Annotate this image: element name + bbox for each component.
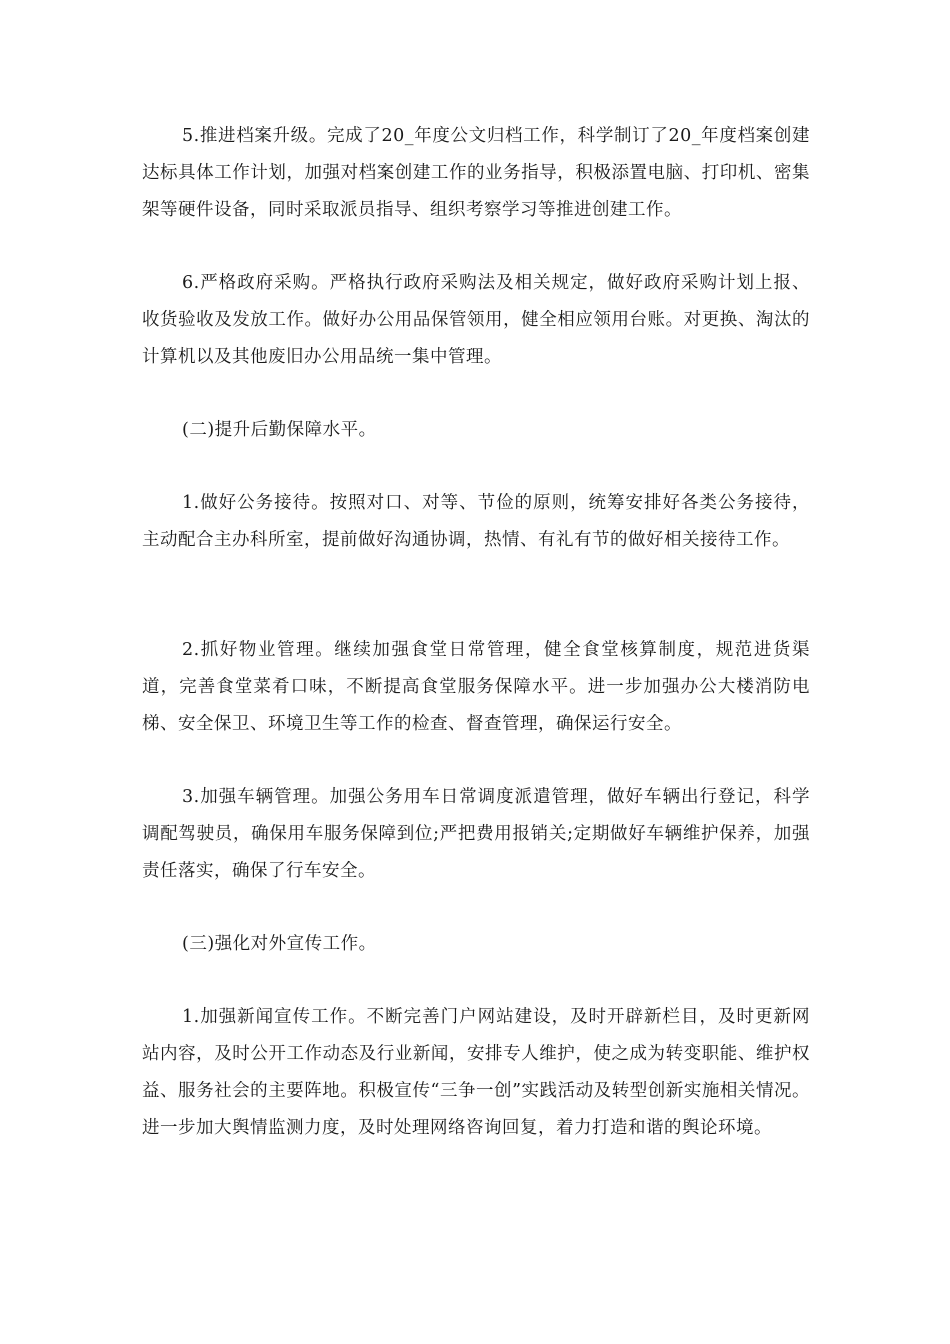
- paragraph-government-procurement: 6.严格政府采购。严格执行政府采购法及相关规定，做好政府采购计划上报、收货验收及发放工作。做好办公用品保管领用，健全相应领用台账。对更换、淘汰的计算机以及其他废旧办公用品统一集中管理。: [142, 273, 810, 367]
- paragraph-property-management: 2.抓好物业管理。继续加强食堂日常管理，健全食堂核算制度，规范进货渠道，完善食堂菜肴口味，不断提高食堂服务保障水平。进一步加强办公大楼消防电梯、安全保卫、环境卫生等工作的检查、督查管理，确保运行安全。: [142, 640, 810, 734]
- paragraph-official-reception: 1.做好公务接待。按照对口、对等、节俭的原则，统筹安排好各类公务接待，主动配合主办科所室，提前做好沟通协调，热情、有礼有节的做好相关接待工作。: [142, 493, 810, 550]
- paragraph-vehicle-management: 3.加强车辆管理。加强公务用车日常调度派遣管理，做好车辆出行登记，科学调配驾驶员，确保用车服务保障到位;严把费用报销关;定期做好车辆维护保养，加强责任落实，确保了行车安全。: [142, 787, 810, 881]
- paragraph-news-publicity: 1.加强新闻宣传工作。不断完善门户网站建设，及时开辟新栏目，及时更新网站内容，及时公开工作动态及行业新闻，安排专人维护，使之成为转变职能、维护权益、服务社会的主要阵地。积极宣传“三争一创”实践活动及转型创新实施相关情况。进一步加大舆情监测力度，及时处理网络咨询回复，着力打造和谐的舆论环境。: [142, 1007, 810, 1138]
- section-heading-publicity: (三)强化对外宣传工作。: [182, 934, 377, 954]
- paragraph-archive-upgrade: 5.推进档案升级。完成了20_年度公文归档工作，科学制订了20_年度档案创建达标具体工作计划，加强对档案创建工作的业务指导，积极添置电脑、打印机、密集架等硬件设备，同时采取派员指导、组织考察学习等推进创建工作。: [142, 126, 810, 220]
- section-heading-logistics: (二)提升后勤保障水平。: [182, 420, 377, 440]
